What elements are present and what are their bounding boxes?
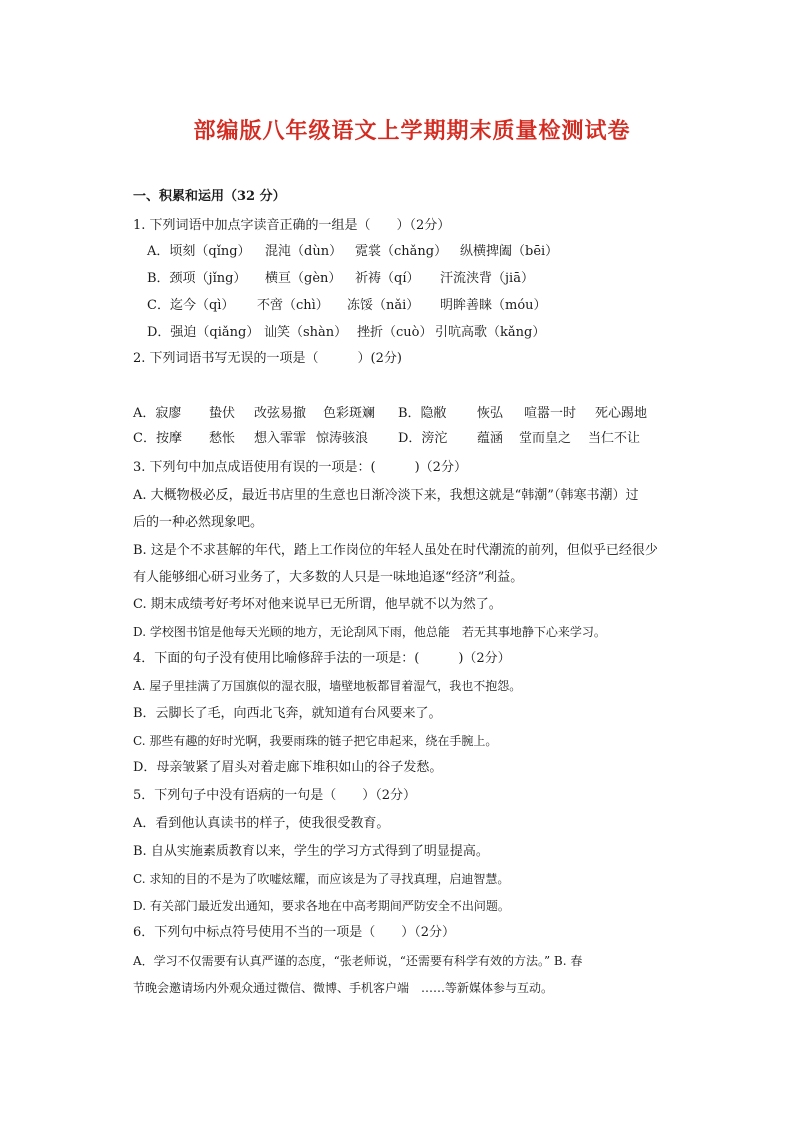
option-text: 纵横捭阖（bēi） [460, 244, 559, 259]
question-3-option-b: B. 这是个不求甚解的年代，踏上工作岗位的年轻人虽处在时代潮流的前列，但似乎已经很少 [133, 543, 658, 558]
option-text: 愁怅 [209, 431, 236, 446]
option-text: C．迄今（qì） [147, 298, 235, 313]
option-text: 讪笑（shàn） [264, 325, 348, 340]
option-text: B．隐敝 [398, 406, 447, 421]
question-1-stem: 1. 下列词语中加点字读音正确的一组是（ ）（2分） [133, 218, 451, 233]
page-title: 部编版八年级语文上学期期末质量检测试卷 [193, 118, 631, 144]
option-text: 当仁不让 [588, 431, 641, 446]
option-text: 横亘（gèn） [265, 271, 342, 286]
option-text: 改弦易撤 [254, 406, 307, 421]
question-4-option-b: B．云脚长了毛，向西北飞奔，就知道有台风要来了。 [133, 706, 442, 721]
option-text: A．顷刻（qǐng） [147, 244, 251, 259]
question-6-stem: 6．下列句中标点符号使用不当的一项是（ ）（2分） [133, 925, 456, 940]
option-text: 想入霏霏 [254, 431, 307, 446]
question-3-option-a: A. 大概物极必反，最近书店里的生意也日渐冷淡下来，我想这就是“韩潮”（韩寒书潮）过 [133, 488, 639, 503]
question-4-option-a: A. 屋子里挂满了万国旗似的湿衣服，墙壁地板都冒着湿气，我也不抱怨。 [133, 679, 522, 693]
question-6-option-a: A．学习不仅需要有认真严谨的态度，“张老师说，“还需要有科学有效的方法。” B. 春 [133, 954, 583, 968]
question-3-option-a-cont: 后的一种必然现象吧。 [133, 515, 264, 530]
option-text: 霓裳（chǎng） [355, 244, 448, 259]
option-text: 色彩斑斓 [323, 406, 376, 421]
question-5-option-d: D. 有关部门最近发出通知，要求各地在中高考期间严防安全不出问题。 [133, 899, 510, 913]
question-3-option-b-cont: 有人能够细心研习业务了，大多数的人只是一味地追逐“经济”利益。 [133, 570, 524, 585]
option-text: 不啻（chì） [257, 298, 329, 313]
option-text: 汗流浃背（jiā） [440, 271, 534, 286]
option-text: 挫折（cuò） [357, 325, 433, 340]
question-4-option-d: D．母亲皱紧了眉头对着走廊下堆积如山的谷子发愁。 [133, 760, 443, 775]
option-text: D．滂沱 [398, 431, 448, 446]
option-text: 惊涛骇浪 [316, 431, 369, 446]
option-text: B．颈项（jǐng） [147, 271, 247, 286]
option-text: 死心踢地 [595, 406, 648, 421]
option-text: D．强迫（qiǎng） [147, 325, 260, 340]
option-text: A．寂廖 [133, 406, 182, 421]
question-6-option-b: 节晚会邀请场内外观众通过微信、微博、手机客户端 ……等新媒体参与互动。 [133, 981, 554, 995]
question-3-stem: 3. 下列句中加点成语使用有误的一项是：( )（2分） [133, 460, 467, 475]
option-text: 恢弘 [477, 406, 504, 421]
option-text: 冻馁（nǎi） [347, 298, 420, 313]
question-4-option-c: C. 那些有趣的好时光啊，我要雨珠的链子把它串起来，绕在手腕上。 [133, 734, 498, 748]
question-5-option-b: B. 自从实施素质教育以来，学生的学习方式得到了明显提高。 [133, 844, 489, 859]
option-text: 喧嚣一时 [524, 406, 577, 421]
question-2-stem: 2. 下列词语书写无误的一项是（ ）(2分) [133, 351, 402, 366]
option-text: 堂而皇之 [519, 431, 572, 446]
option-text: 蛰伏 [209, 406, 236, 421]
option-text: 蕴涵 [477, 431, 504, 446]
option-text: C．按摩 [133, 431, 182, 446]
question-5-stem: 5．下列句子中没有语病的一句是（ ）（2分） [133, 788, 417, 803]
option-text: 混沌（dùn） [265, 244, 343, 259]
question-5-option-c: C. 求知的目的不是为了吹嘘炫耀，而应该是为了寻找真理，启迪智慧。 [133, 872, 510, 886]
question-4-stem: 4．下面的句子没有使用比喻修辞手法的一项是：( )（2分） [133, 651, 511, 666]
question-3-option-d: D. 学校图书馆是他每天光顾的地方，无论刮风下雨，他总能 若无其事地静下心来学习。 [133, 625, 606, 639]
option-text: 祈祷（qí） [355, 271, 420, 286]
option-text: 引吭高歌（kǎng） [435, 325, 546, 340]
section-heading: 一、积累和运用（32 分） [133, 189, 286, 204]
question-3-option-c: C. 期末成绩考好考坏对他来说早已无所谓，他早就不以为然了。 [133, 597, 502, 612]
option-text: 明眸善睐（móu） [440, 298, 547, 313]
question-5-option-a: A．看到他认真读书的样子，使我很受教育。 [133, 816, 390, 831]
